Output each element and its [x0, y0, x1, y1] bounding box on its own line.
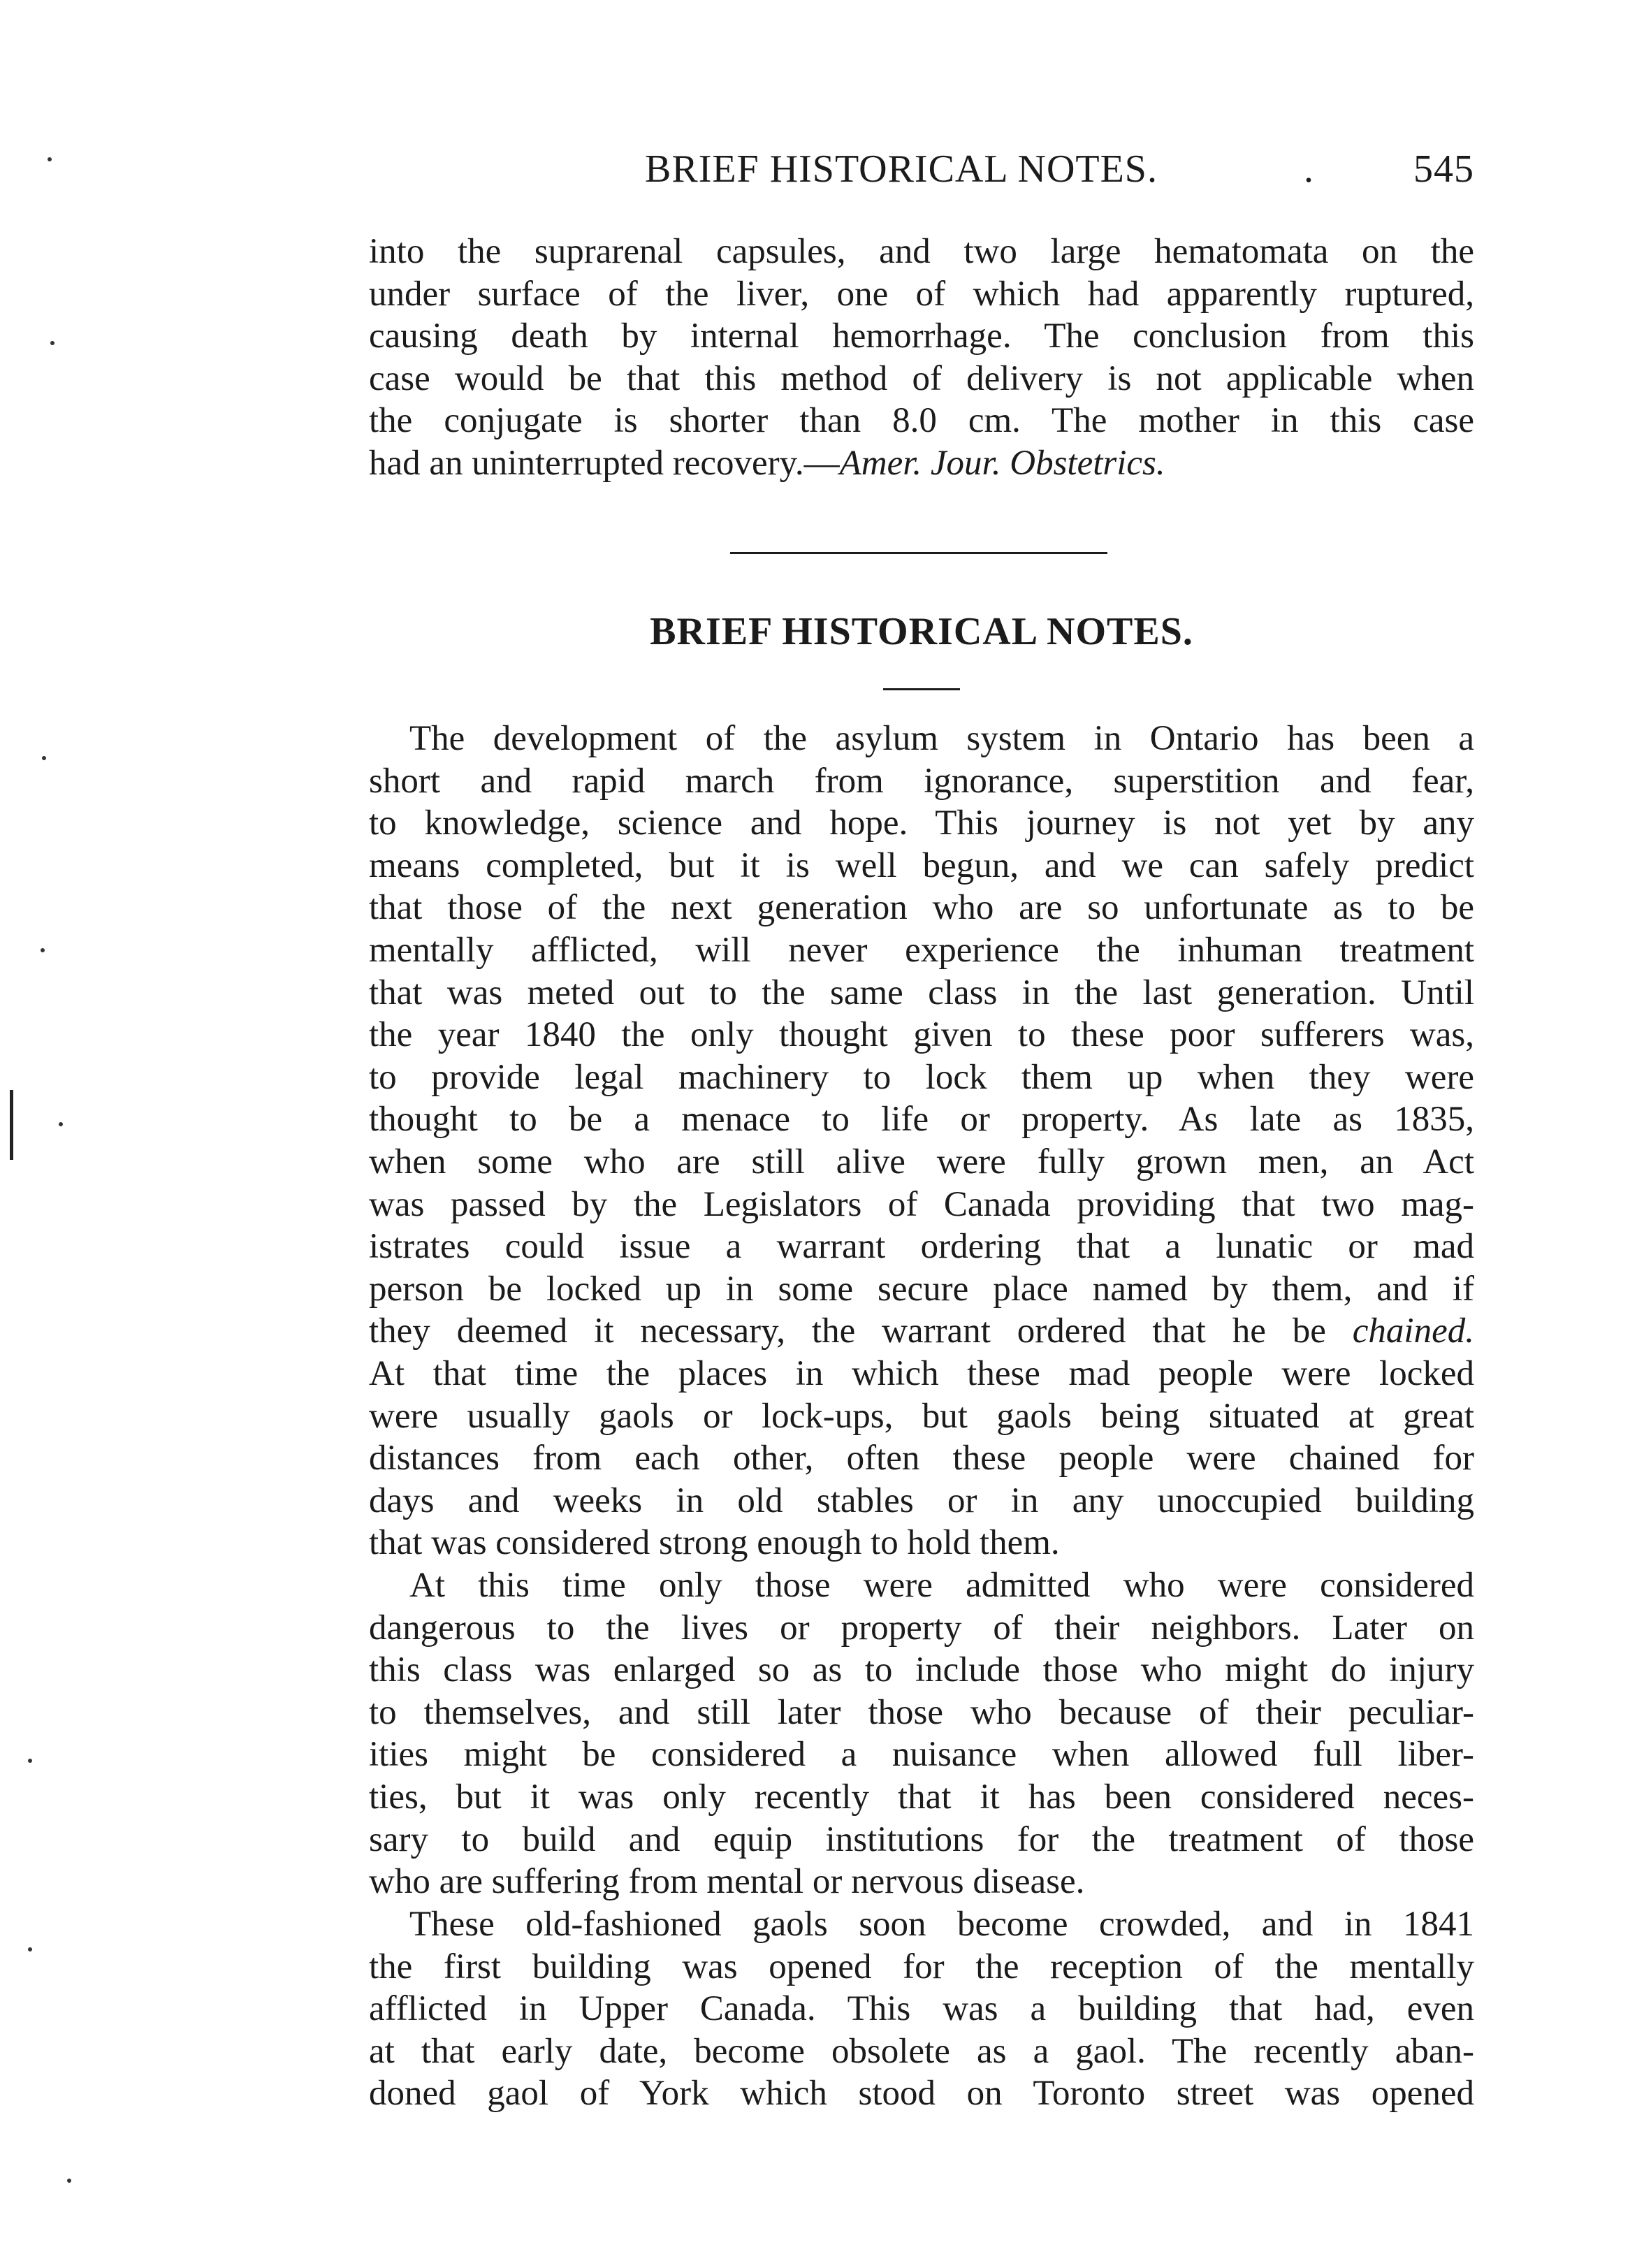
text-line: sary to build and equip institutions for the treatment of those — [369, 1819, 1474, 1859]
margin-bar — [10, 1090, 13, 1160]
text-line: istrates could issue a warrant ordering that a lunatic or mad — [369, 1227, 1474, 1267]
margin-speck — [28, 1947, 32, 1951]
margin-speck — [41, 948, 45, 952]
emphasized-word: chained. — [1352, 1311, 1474, 1351]
text-line: mentally afflicted, will never experience the inhuman treatment — [369, 930, 1474, 970]
paragraph-1 — [369, 718, 1474, 1564]
text-line: means completed, but it is well begun, and we can safely predict — [369, 845, 1474, 885]
running-header — [369, 147, 1474, 196]
text-line: when some who are still alive were fully grown men, an Act — [369, 1142, 1474, 1182]
section-heading: BRIEF HISTORICAL NOTES. — [650, 610, 1193, 653]
text-line: to knowledge, science and hope. This journey is not yet by any — [369, 804, 1474, 843]
text-line: At this time only those were admitted who were considered — [409, 1566, 1474, 1605]
text-line: that those of the next generation who are so unfortunate as to be — [369, 888, 1474, 928]
margin-speck — [48, 157, 52, 161]
text-line: doned gaol of York which stood on Toronto street was opened — [369, 2074, 1474, 2114]
text-line: into the suprarenal capsules, and two large hematomata on the — [369, 232, 1474, 271]
text-line: dangerous to the lives or property of their neighbors. Later on — [369, 1608, 1474, 1648]
section-divider — [730, 552, 1107, 554]
text-line: person be locked up in some secure place named by them, and if — [369, 1269, 1474, 1309]
continuation-paragraph — [369, 231, 1474, 485]
text-line: ities might be considered a nuisance when allowed full liber- — [369, 1735, 1474, 1775]
text-line: that was meted out to the same class in the last generation. Until — [369, 973, 1474, 1012]
citation: Amer. Jour. Obstetrics. — [839, 443, 1165, 483]
text-line: distances from each other, often these people were chained for — [369, 1439, 1474, 1478]
margin-speck — [67, 2179, 71, 2183]
text-line: was passed by the Legislators of Canada providing that two mag- — [369, 1184, 1474, 1224]
text-line: who are suffering from mental or nervous disease. — [369, 1862, 1085, 1902]
text-line: ties, but it was only recently that it has been considered neces- — [369, 1777, 1474, 1817]
text-line: this class was enlarged so as to include those who might do injury — [369, 1650, 1474, 1690]
text-line: to provide legal machinery to lock them up when they were — [369, 1057, 1474, 1097]
margin-speck — [42, 756, 46, 760]
margin-speck — [50, 341, 54, 345]
text-fragment: had an uninterrupted recovery.— — [369, 443, 840, 483]
margin-speck — [28, 1759, 32, 1763]
text-line: the first building was opened for the reception of the mentally — [369, 1947, 1474, 1986]
text-line: thought to be a menace to life or property. As late as 1835, — [369, 1100, 1474, 1140]
text-line: to themselves, and still later those who because of their peculiar- — [369, 1692, 1474, 1732]
text-fragment: they deemed it necessary, the warrant ordered that he be — [369, 1311, 1326, 1351]
text-line — [369, 1310, 1474, 1353]
page-number: 545 — [1413, 147, 1474, 191]
text-line: that was considered strong enough to hold them. — [369, 1523, 1060, 1563]
text-line: days and weeks in old stables or in any unoccupied building — [369, 1481, 1474, 1520]
heading-underline — [883, 688, 960, 690]
text-line: under surface of the liver, one of which had apparently ruptured, — [369, 274, 1474, 314]
text-line: short and rapid march from ignorance, superstition and fear, — [369, 761, 1474, 801]
text-line: afflicted in Upper Canada. This was a building that had, even — [369, 1989, 1474, 2029]
paragraph-2 — [369, 1564, 1474, 1903]
text-line: The development of the asylum system in Ontario has been a — [409, 719, 1474, 758]
running-title: BRIEF HISTORICAL NOTES. — [645, 147, 1158, 191]
text-line: were usually gaols or lock-ups, but gaols being situated at great — [369, 1396, 1474, 1436]
text-line: At that time the places in which these mad people were locked — [369, 1353, 1474, 1393]
header-dot: . — [1304, 147, 1314, 191]
text-line: These old-fashioned gaols soon become crowded, and in 1841 — [409, 1905, 1474, 1944]
text-line: the year 1840 the only thought given to these poor sufferers was, — [369, 1015, 1474, 1055]
paragraph-3 — [369, 1903, 1474, 2115]
text-line: case would be that this method of delivery is not applicable when — [369, 358, 1474, 398]
text-line: causing death by internal hemorrhage. The conclusion from this — [369, 317, 1474, 356]
text-line: the conjugate is shorter than 8.0 cm. The mother in this case — [369, 401, 1474, 441]
text-line — [369, 442, 1474, 485]
text-line: at that early date, become obsolete as a gaol. The recently aban- — [369, 2031, 1474, 2071]
margin-speck — [59, 1122, 63, 1126]
